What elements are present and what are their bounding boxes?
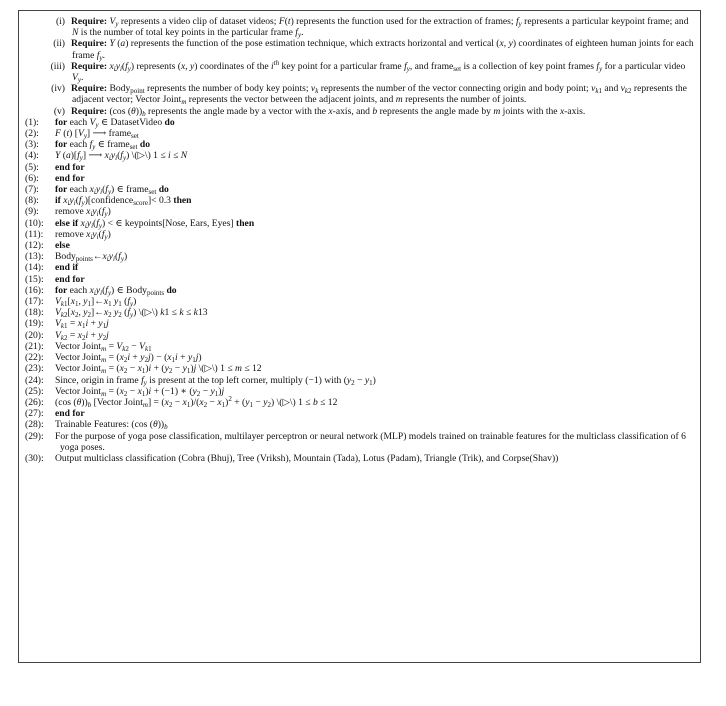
- step-number: (2):: [25, 128, 39, 140]
- step-number: (14):: [25, 262, 44, 274]
- step-number: (17):: [25, 296, 44, 308]
- requirement-item: [20, 106, 694, 117]
- step-number: (22):: [25, 352, 44, 364]
- step-text: F (t) $[V_y]$ ⟶ frame$_{set}$: [55, 128, 139, 141]
- algorithm-step: [25, 184, 694, 195]
- algorithm-step: [25, 218, 694, 229]
- algorithm-step: [25, 375, 694, 386]
- step-number: (16):: [25, 284, 44, 296]
- step-number: (12):: [25, 240, 44, 252]
- requirement-label: (i): [55, 16, 65, 27]
- step-text: end for: [55, 161, 85, 173]
- algorithm-step: [25, 162, 694, 173]
- step-number: (18):: [25, 307, 44, 319]
- step-text: for each $x_iy_i(f_y)$ ∈ frame$_{set}$ do: [55, 184, 169, 197]
- step-text: $V_{k1}[x_1$, $y_1]\leftarrow x_1$ $y_1$ $(f_y)$: [55, 296, 137, 309]
- algorithm-step: [25, 386, 694, 397]
- step-text: end for: [55, 273, 85, 285]
- requirements-list: [20, 16, 702, 117]
- algorithm-step: [25, 318, 694, 329]
- step-number: (27):: [25, 408, 44, 420]
- algorithm-step: [25, 150, 694, 161]
- step-number: (24):: [25, 374, 44, 386]
- algorithm-step: [25, 307, 694, 318]
- requirement-label: (v): [53, 105, 65, 117]
- step-text: end for: [55, 408, 85, 420]
- algorithm-step: [25, 296, 694, 307]
- step-text: for each $f_y$ ∈ frame$_{set}$ do: [55, 139, 151, 152]
- requirement-label: (iv): [51, 83, 65, 95]
- step-text: Y $(a)[f_y]$ ⟶ $x_iy_i(f_y)$ \(▷\) 1 ≤ i ≤ N: [55, 150, 188, 163]
- step-text: end if: [55, 262, 79, 274]
- step-text: $V_{k1} = x_1i + y_1j$: [55, 318, 109, 331]
- step-number: (4):: [25, 150, 39, 162]
- step-number: (30):: [25, 452, 44, 464]
- requirement-item: [20, 16, 694, 38]
- step-number: (5):: [25, 161, 39, 173]
- step-text: Vector Joint$_m$ = $V_{k2} - V_{k1}$: [55, 340, 152, 353]
- step-number: (28):: [25, 419, 44, 431]
- step-text: else if $x_iy_i(f_y)$ < ∈ keypoints[Nose, Ears, Eyes] then: [55, 217, 255, 230]
- step-number: (23):: [25, 363, 44, 375]
- step-number: (25):: [25, 385, 44, 397]
- step-text: else: [55, 240, 70, 252]
- algorithm-step: [25, 341, 694, 352]
- algorithm-step: [25, 128, 694, 139]
- algorithm-step: [25, 206, 694, 217]
- step-number: (9):: [25, 206, 39, 218]
- algorithm-step: [25, 363, 694, 374]
- requirement-item: [20, 58, 694, 85]
- algorithm-step: [25, 419, 694, 430]
- algorithm-step: [25, 394, 694, 409]
- step-number: (1):: [25, 116, 39, 128]
- step-number: (21):: [25, 340, 44, 352]
- algorithm-step: [25, 285, 694, 296]
- step-text: for each $x_iy_i(f_y)$ ∈ Body$_{points}$ do: [55, 284, 177, 297]
- requirement-text: Require: (cos $(\theta))_b$ represents the angle made by a vector with the x-axis, and b represents the angle made by m joints with the x-axis.: [71, 105, 586, 118]
- steps-list: [20, 117, 702, 464]
- algorithm-step: [25, 117, 694, 128]
- algorithm-step: [25, 251, 694, 262]
- requirement-text: Require: Y (a) represents the function of the pose estimation technique, which extracts horizontal and vertical (x, y) coordinates of eighteen human joints for each frame $f_y$.: [71, 38, 694, 62]
- algorithm-step: [25, 262, 694, 273]
- step-number: (15):: [25, 273, 44, 285]
- algorithm-step: [25, 173, 694, 184]
- requirement-label: (ii): [53, 38, 65, 50]
- step-text: Trainable Features: (cos $(\theta))_b$: [55, 419, 168, 432]
- step-number: (11):: [25, 228, 44, 240]
- step-text: remove $x_iy_i(f_y)$: [55, 206, 111, 219]
- requirement-text: Require: $V_y$ represents a video clip of dataset videos; F(t) represents the function used for the extraction of frames; $f_y$ represents a particular keypoint frame; and N is the number of total key points in the particular frame $f_y$.: [71, 16, 689, 40]
- algorithm-step: [25, 330, 694, 341]
- step-number: (6):: [25, 172, 39, 184]
- requirement-item: [20, 83, 694, 105]
- step-number: (20):: [25, 329, 44, 341]
- step-number: (26):: [25, 396, 44, 408]
- step-text: (cos $(\theta))_b$ [Vector Joint$_m$] = $(x_2 - x_1)/(x_2 - x_1)^2 + (y_1 - y_2)$ \(▷\) 1 ≤ b ≤ 12: [55, 394, 338, 409]
- algorithm-step: [25, 240, 694, 251]
- step-text: end for: [55, 172, 85, 184]
- step-number: (3):: [25, 139, 39, 151]
- step-text: remove $x_iy_i(f_y)$: [55, 228, 111, 241]
- step-number: (29):: [25, 430, 44, 442]
- algorithm-step: [25, 139, 694, 150]
- requirement-label: (iii): [50, 60, 65, 72]
- step-number: (13):: [25, 251, 44, 263]
- step-number: (19):: [25, 318, 44, 330]
- step-text: Since, origin in frame $f_y$ is present at the top left corner, multiply (−1) with $(y_2 - y_1)$: [55, 374, 376, 387]
- algorithm-step: [25, 229, 694, 240]
- step-text: Vector Joint$_m$ = $(x_2 - x_1)i + (y_2 - y_1)j$ \(▷\) 1 ≤ m ≤ 12: [55, 363, 262, 376]
- algorithm-step: [25, 431, 694, 453]
- algorithm-step: [25, 453, 694, 464]
- requirement-text: Require: $x_iy_i(f_y)$ represents (x, y) coordinates of the $i^{th}$ key point for a particular frame $f_y$, and frame$_{set}$ is a collection of key point frames $f_y$ for a particular video $V_y$.: [71, 58, 686, 85]
- algorithm-body: [20, 16, 702, 464]
- step-text: Output multiclass classification (Cobra (Bhuj), Tree (Vriksh), Mountain (Tada), Lotus (Padam), Triangle (Trik), and Corpse(Shav)): [55, 452, 559, 464]
- step-number: (8):: [25, 195, 39, 207]
- requirement-text: Require: Body$_{point}$ represents the number of body key points; $v_k$ represents the number of the vector connecting origin and body point; $v_{k1}$ and $v_{k2}$ represents the adjacent vector; Vector Joint$_m$ represents the vector between the adjacent joints, and m represents the number of joints.: [71, 83, 687, 107]
- step-text: Vector Joint$_m$ = $(x_2i + y_2j) - (x_1i + y_1j)$: [55, 352, 202, 365]
- step-text: $Body_{points}\leftarrow x_iy_i(f_y)$: [55, 251, 128, 264]
- step-number: (7):: [25, 184, 39, 196]
- algorithm-step: [25, 352, 694, 363]
- algorithm-step: [25, 408, 694, 419]
- step-text: $V_{k2}[x_2$, $y_2]\leftarrow x_2$ $y_2$ $(f_y)$ \(▷\) k1 ≤ k ≤ k13: [55, 307, 208, 320]
- step-text: if $x_iy_i(f_y)[confidence_{score}]< 0.3$ then: [55, 195, 192, 208]
- step-number: (10):: [25, 217, 44, 229]
- algorithm-step: [25, 274, 694, 285]
- step-text: for each $V_y$ ∈ DatasetVideo do: [55, 116, 175, 129]
- step-text: For the purpose of yoga pose classification, multilayer perceptron or neural network (MLP) models trained on trainable features for the multiclass classification of 6 yoga poses.: [55, 430, 686, 453]
- step-text: $V_{k2} = x_2i + y_2j$: [55, 329, 109, 342]
- algorithm-step: [25, 195, 694, 206]
- requirement-item: [20, 38, 694, 60]
- step-text: Vector Joint$_m$ = $(x_2 - x_1)i + (-1)$ ∗ $(y_2 - y_1)j$: [55, 385, 225, 398]
